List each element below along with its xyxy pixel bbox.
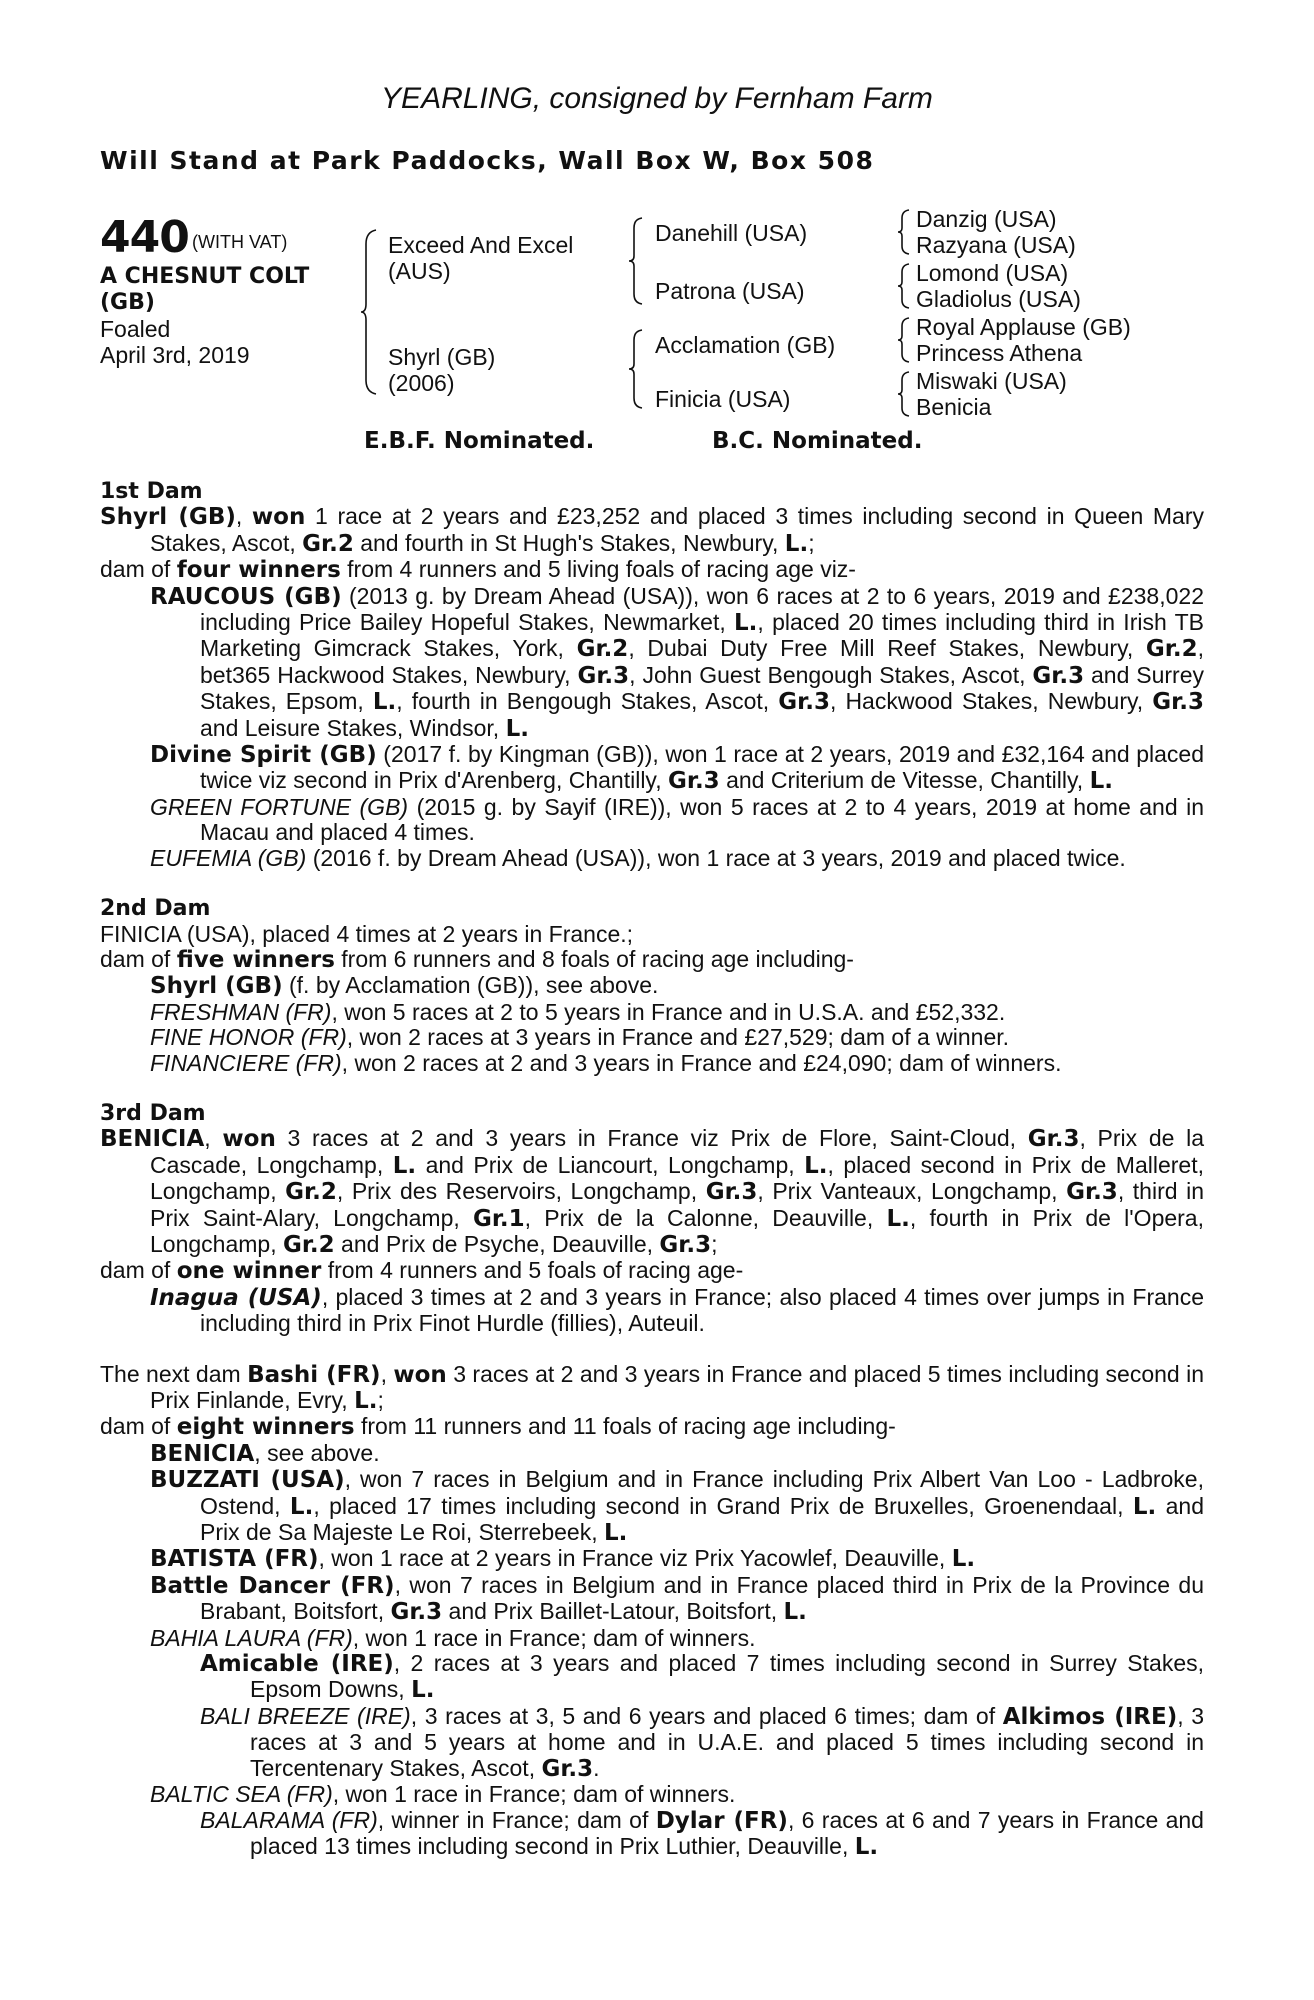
third-dam-produce-summary: dam of one winner from 4 runners and 5 foals of racing age- <box>100 1257 744 1285</box>
first-dam-produce-summary: dam of four winners from 4 runners and 5 living foals of racing age viz- <box>100 556 856 584</box>
pedigree-g3-4: Gladiolus (USA) <box>916 286 1081 312</box>
pedigree-brace-sire <box>628 216 644 306</box>
pedigree-sire-sire: Danehill (USA) <box>655 220 808 246</box>
progeny-inagua: Inagua (USA), placed 3 times at 2 and 3 years in France; also placed 4 times over jumps in France including third in Prix Finot Hurdle (fillies), Auteuil. <box>150 1283 1204 1337</box>
first-dam-record: Shyrl (GB), won 1 race at 2 years and £23,252 and placed 3 times including second in Queen Mary Stakes, Ascot, Gr.2 and fourth in St Hugh's Stakes, Newbury, L.; <box>100 503 1204 557</box>
lot-info <box>100 264 360 368</box>
progeny-divine-spirit: Divine Spirit (GB) (2017 f. by Kingman (GB)), won 1 race at 2 years, 2019 and £32,164 and placed twice viz second in Prix d'Arenberg, Chantilly, Gr.3 and Criterium de Vitesse, Chantilly, L. <box>150 741 1204 795</box>
third-dam-heading: 3rd Dam <box>100 1100 206 1126</box>
progeny-bali-breeze: BALI BREEZE (IRE), 3 races at 3, 5 and 6 years and placed 6 times; dam of Alkimos (IRE), 3 races at 3 and 5 years at home and in U.A.E. and placed 5 times including second in Tercentenary Stakes, Ascot, Gr.3. <box>200 1702 1205 1782</box>
progeny-raucous: RAUCOUS (GB) (2013 g. by Dream Ahead (USA)), won 6 races at 2 to 6 years, 2019 and £238,022 including Price Bailey Hopeful Stakes, Newmarket, L., placed 20 times including third in Irish TB Marketing Gimcrack Stakes, York, Gr.2, Dubai Duty Free Mill Reef Stakes, Newbury, Gr.2, bet365 Hackwood Stakes, Newbury, Gr.3, John Guest Bengough Stakes, Ascot, Gr.3 and Surrey Stakes, Epsom, L., fourth in Bengough Stakes, Ascot, Gr.3, Hackwood Stakes, Newbury, Gr.3 and Leisure Stakes, Windsor, L. <box>150 582 1205 742</box>
stand-location: Will Stand at Park Paddocks, Wall Box W, Box 508 <box>100 146 875 175</box>
vat-note: (WITH VAT) <box>192 232 288 252</box>
pedigree-brace-g3-1 <box>897 208 911 256</box>
progeny-bahia-laura: BAHIA LAURA (FR), won 1 race in France; dam of winners. <box>150 1624 756 1651</box>
pedigree-brace-gen1 <box>360 228 380 396</box>
progeny-balarama: BALARAMA (FR), winner in France; dam of Dylar (FR), 6 races at 6 and 7 years in France and placed 13 times including second in Prix Luthier, Deauville, L. <box>200 1806 1204 1860</box>
pedigree-g3-7: Miswaki (USA) <box>916 368 1067 394</box>
pedigree-g3-2: Razyana (USA) <box>916 232 1076 258</box>
bc-nominated: B.C. Nominated. <box>712 428 923 454</box>
pedigree-g3-8: Benicia <box>916 394 992 420</box>
pedigree-brace-g3-3 <box>897 316 911 364</box>
second-dam-produce-summary: dam of five winners from 6 runners and 8 foals of racing age including- <box>100 945 854 973</box>
pedigree-g3-6: Princess Athena <box>916 340 1083 366</box>
pedigree-dam-dam: Finicia (USA) <box>655 386 791 412</box>
second-dam-heading: 2nd Dam <box>100 896 211 922</box>
pedigree-brace-g3-4 <box>897 370 911 418</box>
progeny-baltic-sea: BALTIC SEA (FR), won 1 race in France; dam of winners. <box>150 1781 736 1808</box>
next-dam-produce-summary: dam of eight winners from 11 runners and 11 foals of racing age including- <box>100 1413 896 1441</box>
third-dam-record: BENICIA, won 3 races at 2 and 3 years in France viz Prix de Flore, Saint-Cloud, Gr.3, Prix de la Cascade, Longchamp, L. and Prix de Liancourt, Longchamp, L., placed second in Prix de Malleret, Longchamp, Gr.2, Prix des Reservoirs, Longchamp, Gr.3, Prix Vanteaux, Longchamp, Gr.3, third in Prix Saint-Alary, Longchamp, Gr.1, Prix de la Calonne, Deauville, L., fourth in Prix de l'Opera, Longchamp, Gr.2 and Prix de Psyche, Deauville, Gr.3; <box>100 1125 1205 1258</box>
progeny-freshman: FRESHMAN (FR), won 5 races at 2 to 5 years in France and in U.S.A. and £52,332. <box>150 998 1006 1025</box>
pedigree-dam-sire: Acclamation (GB) <box>655 332 836 358</box>
next-dam-record: The next dam Bashi (FR), won 3 races at 2 and 3 years in France and placed 5 times including second in Prix Finlande, Evry, L.; <box>100 1360 1205 1414</box>
progeny-amicable: Amicable (IRE), 2 races at 3 years and placed 7 times including second in Surrey Stakes, Epsom Downs, L. <box>200 1650 1205 1704</box>
progeny-financiere: FINANCIERE (FR), won 2 races at 2 and 3 years in France and £24,090; dam of winners. <box>150 1049 1062 1076</box>
pedigree-sire: Exceed And Excel (AUS) <box>388 232 574 284</box>
second-dam-record: FINICIA (USA), placed 4 times at 2 years in France.; <box>100 920 634 947</box>
progeny-fine-honor: FINE HONOR (FR), won 2 races at 3 years in France and £27,529; dam of a winner. <box>150 1024 1010 1051</box>
pedigree-brace-dam <box>628 328 644 410</box>
lot-description: A CHESNUT COLT <box>100 264 310 289</box>
pedigree-g3-3: Lomond (USA) <box>916 260 1069 286</box>
progeny-buzzati: BUZZATI (USA), won 7 races in Belgium and in France including Prix Albert Van Loo - Ladbroke, Ostend, L., placed 17 times including second in Grand Prix de Bruxelles, Groenendaal, L. and Prix de Sa Majeste Le Roi, Sterrebeek, L. <box>150 1466 1205 1547</box>
foaled-label: Foaled <box>100 316 171 342</box>
ebf-nominated: E.B.F. Nominated. <box>364 428 595 454</box>
first-dam-heading: 1st Dam <box>100 479 203 504</box>
pedigree-dam: Shyrl (GB) (2006) <box>388 344 496 396</box>
progeny-green-fortune: GREEN FORTUNE (GB) (2015 g. by Sayif (IRE)), won 5 races at 2 to 4 years, 2019 at home and in Macau and placed 4 times. <box>150 793 1205 846</box>
pedigree-g3-5: Royal Applause (GB) <box>916 314 1131 340</box>
dam-record <box>100 479 1204 1860</box>
progeny-shyrl: Shyrl (GB) (f. by Acclamation (GB)), see above. <box>150 972 659 1000</box>
progeny-battle-dancer: Battle Dancer (FR), won 7 races in Belgium and in France placed third in Prix de la Province du Brabant, Boitsfort, Gr.3 and Prix Baillet-Latour, Boitsfort, L. <box>150 1571 1205 1626</box>
lot-description-origin: (GB) <box>100 290 155 315</box>
progeny-batista: BATISTA (FR), won 1 race at 2 years in France viz Prix Yacowlef, Deauville, L. <box>150 1545 976 1573</box>
pedigree-sire-dam: Patrona (USA) <box>655 278 805 304</box>
page-title: YEARLING, consigned by Fernham Farm <box>381 82 933 115</box>
lot-number: 440 <box>100 212 189 263</box>
progeny-eufemia: EUFEMIA (GB) (2016 f. by Dream Ahead (USA)), won 1 race at 3 years, 2019 and placed twice. <box>150 844 1126 871</box>
progeny-benicia: BENICIA, see above. <box>150 1439 380 1467</box>
pedigree-brace-g3-2 <box>897 262 911 310</box>
pedigree-g3-1: Danzig (USA) <box>916 206 1057 232</box>
foaled-date: April 3rd, 2019 <box>100 342 250 368</box>
